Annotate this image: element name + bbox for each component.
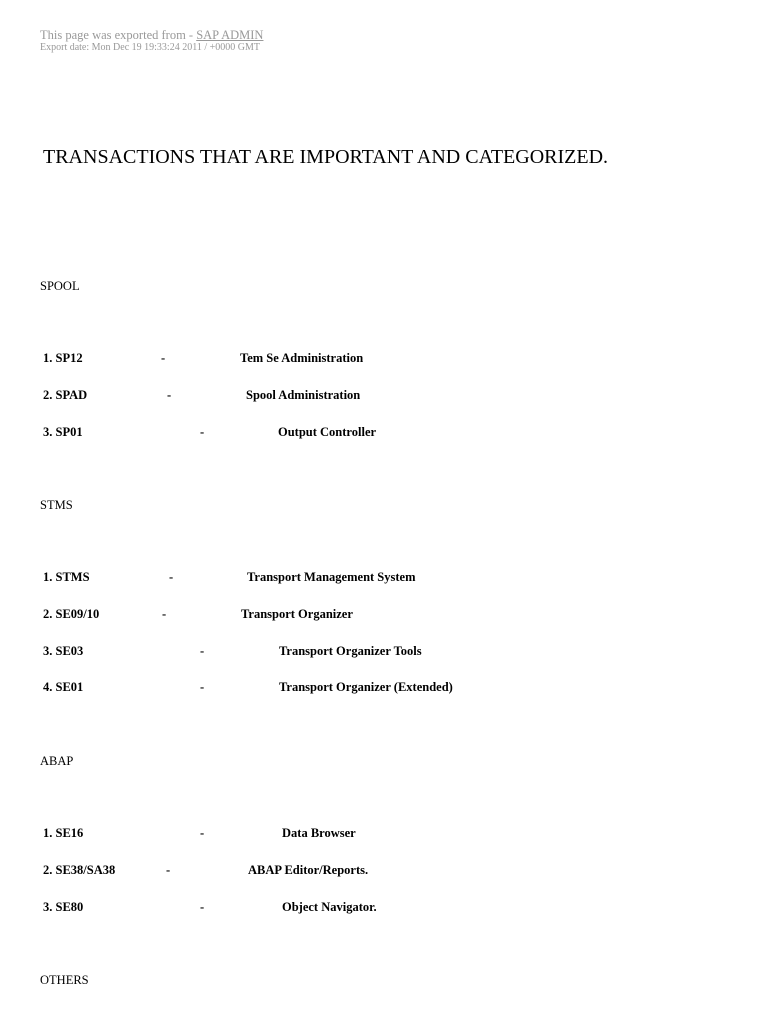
transaction-code: 1. SP12 (43, 351, 83, 365)
transaction-code: 1. SE16 (43, 826, 84, 840)
transaction-description: Data Browser (282, 826, 356, 840)
transaction-description: ABAP Editor/Reports. (248, 863, 369, 877)
section-heading-spool: SPOOL (40, 279, 80, 293)
transaction-code: 3. SP01 (43, 425, 83, 439)
separator-dash: - (200, 826, 205, 840)
export-notice-text: This page was exported from - (40, 28, 197, 42)
separator-dash: - (162, 607, 167, 621)
separator-dash: - (200, 425, 205, 439)
transaction-code: 3. SE80 (43, 900, 84, 914)
separator-dash: - (200, 900, 205, 914)
separator-dash: - (169, 570, 174, 584)
separator-dash: - (200, 680, 205, 694)
separator-dash: - (167, 388, 172, 402)
page-title: TRANSACTIONS THAT ARE IMPORTANT AND CATEGORIZED. (43, 146, 609, 168)
transaction-description: Transport Organizer Tools (279, 644, 422, 658)
export-date: Export date: Mon Dec 19 19:33:24 2011 / +0000 GMT (40, 42, 260, 53)
transaction-code: 2. SPAD (43, 388, 88, 402)
transaction-description: Tem Se Administration (240, 351, 364, 365)
separator-dash: - (161, 351, 166, 365)
section-heading-others: OTHERS (40, 973, 89, 987)
separator-dash: - (200, 644, 205, 658)
transaction-description: Spool Administration (246, 388, 361, 402)
transaction-description: Transport Organizer (Extended) (279, 680, 453, 694)
transaction-description: Transport Organizer (241, 607, 353, 621)
sap-admin-link[interactable]: SAP ADMIN (196, 28, 264, 42)
transaction-description: Output Controller (278, 425, 377, 439)
separator-dash: - (166, 863, 171, 877)
transaction-code: 3. SE03 (43, 644, 84, 658)
export-notice (40, 28, 263, 43)
section-heading-stms: STMS (40, 498, 73, 512)
transaction-code: 4. SE01 (43, 680, 84, 694)
transaction-code: 2. SE38/SA38 (43, 863, 116, 877)
section-heading-abap: ABAP (40, 754, 74, 768)
transaction-description: Object Navigator. (282, 900, 377, 914)
transaction-description: Transport Management System (247, 570, 416, 584)
transaction-code: 2. SE09/10 (43, 607, 100, 621)
transaction-code: 1. STMS (43, 570, 90, 584)
